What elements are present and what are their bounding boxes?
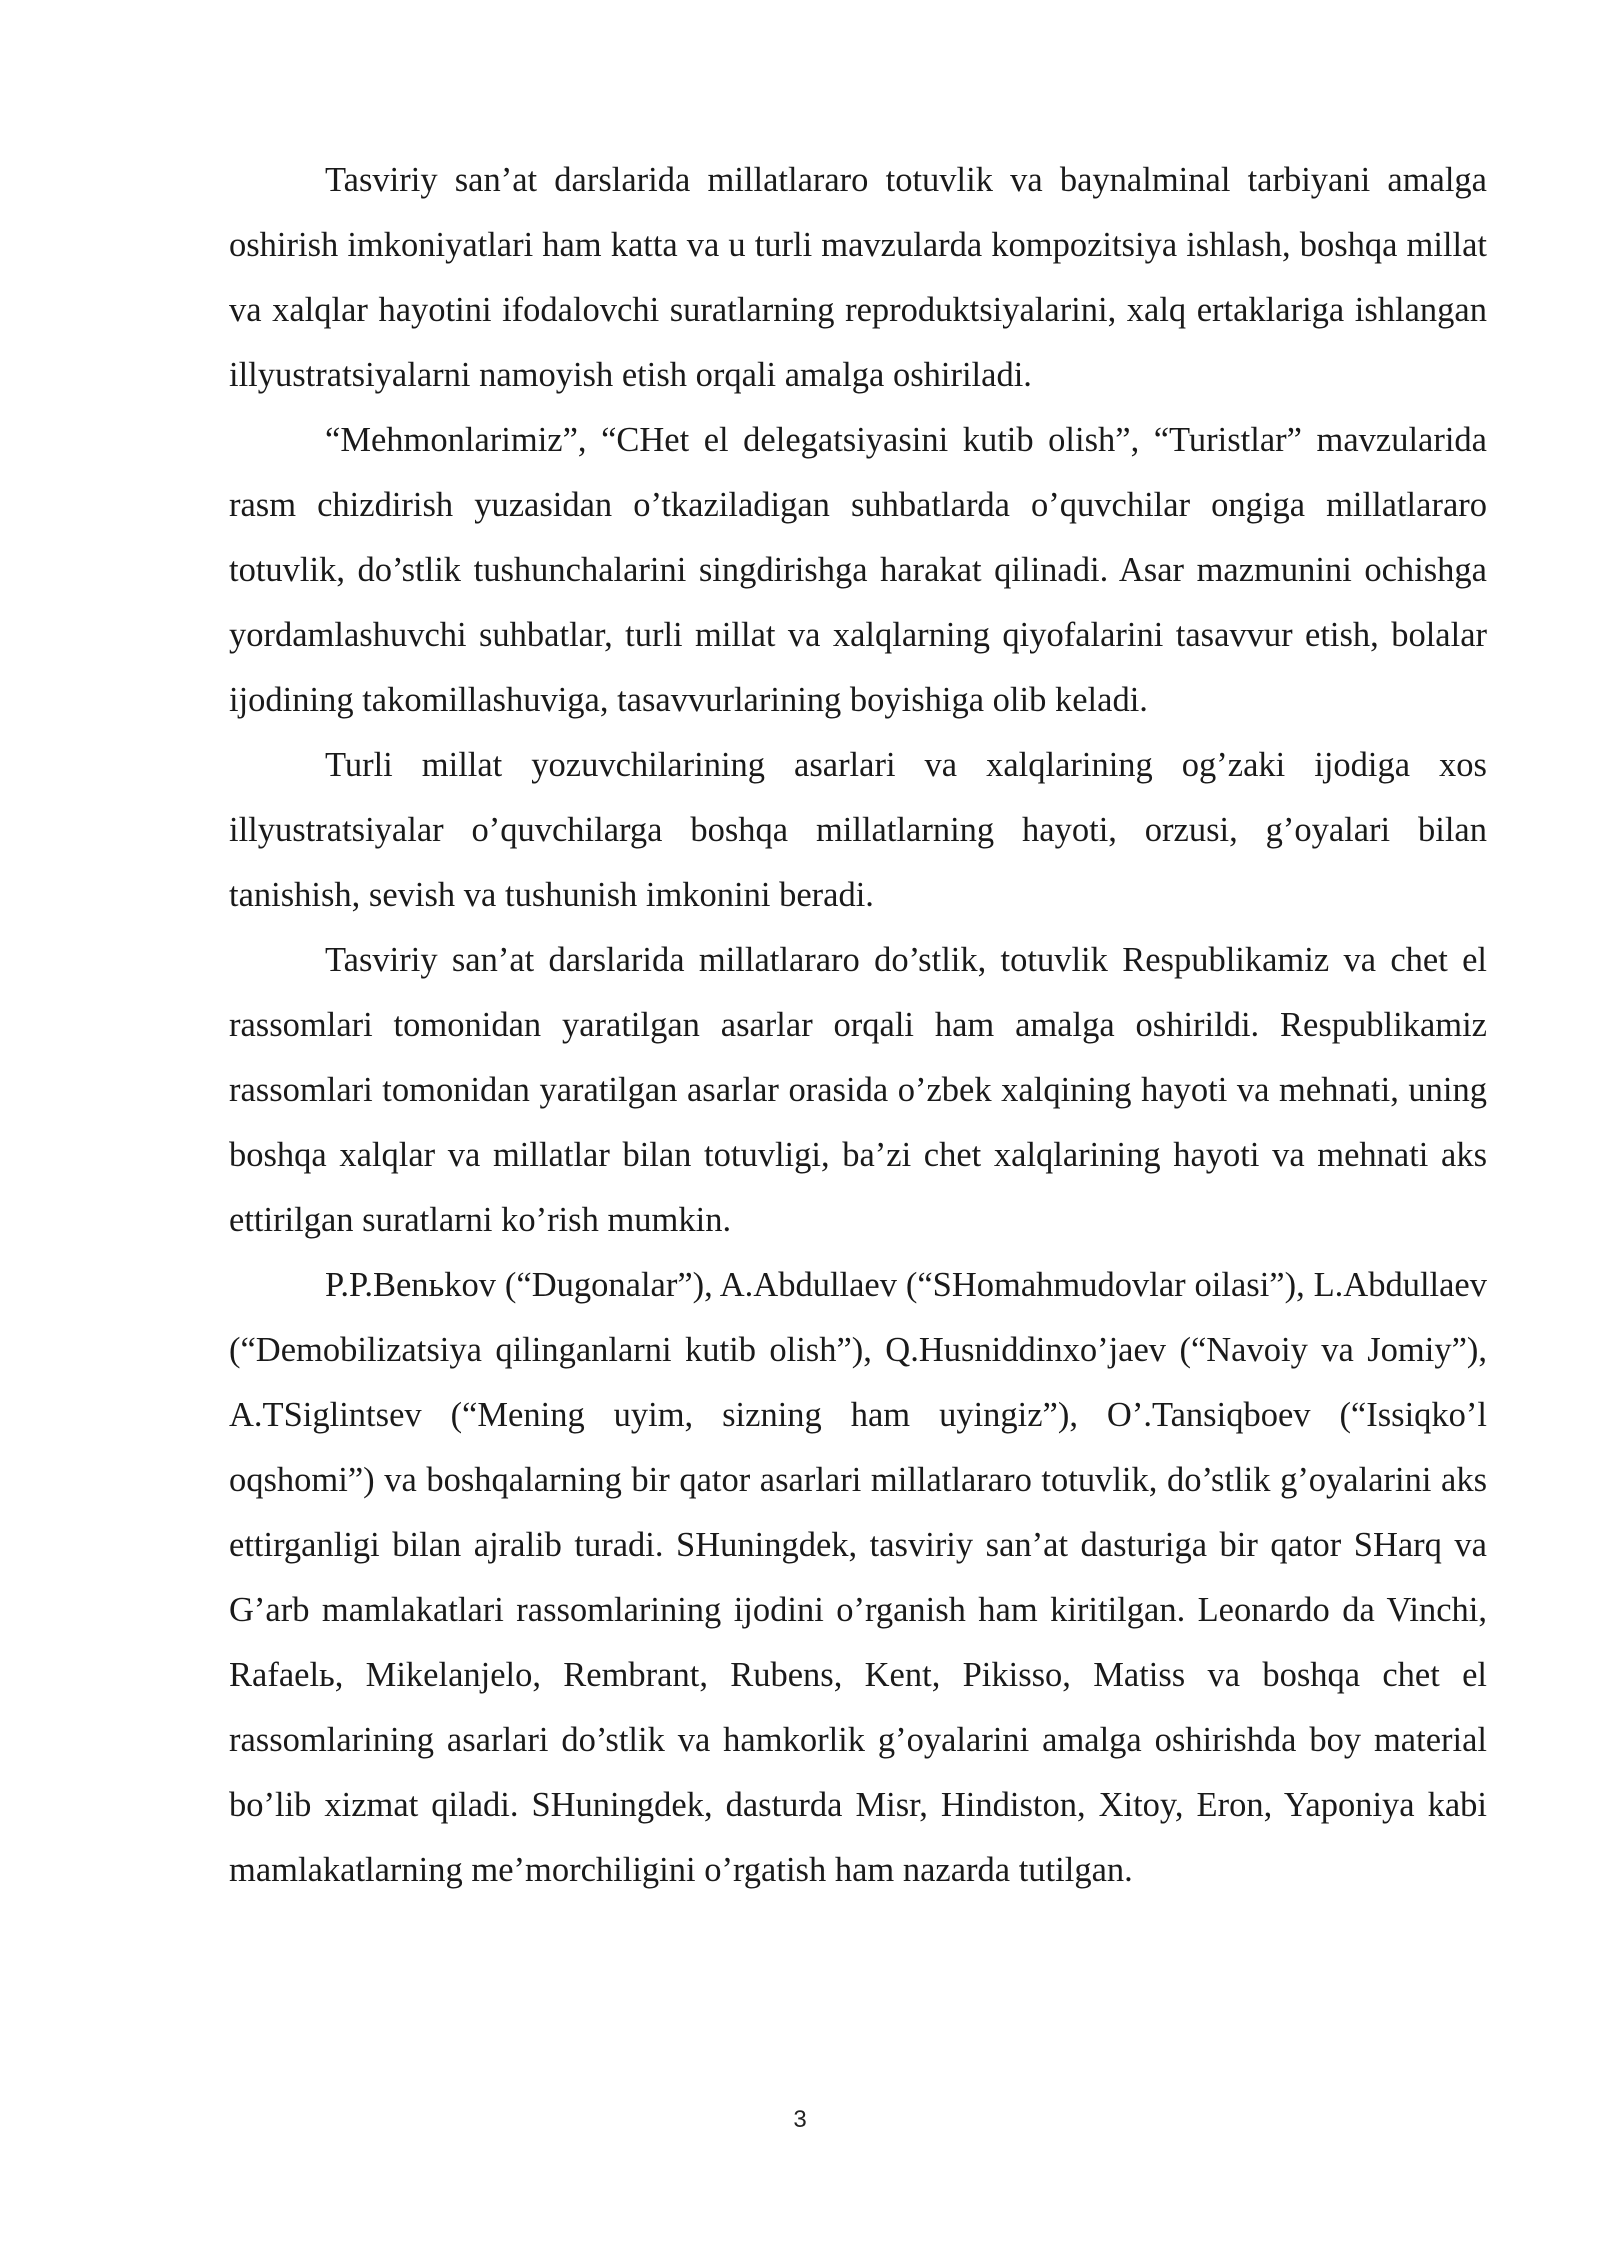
page-number: 3 xyxy=(793,2106,807,2133)
paragraph: Tasviriy san’at darslarida millatlararo totuvlik va baynalminal tarbiyani amalga oshirish imkoniyatlari ham katta va u turli mavzularda kompozitsiya ishlash, boshqa millat va xalqlar hayotini ifodalovchi suratlarning reproduktsiyalarini, xalq ertaklariga ishlangan illyustratsiyalarni namoyish etish orqali amalga oshiriladi. xyxy=(229,161,1487,394)
paragraph: Turli millat yozuvchilarining asarlari va xalqlarining og’zaki ijodiga xos illyustratsiyalar o’quvchilarga boshqa millatlarning hayoti, orzusi, g’oyalari bilan tanishish, sevish va tushunish imkonini beradi. xyxy=(229,746,1487,914)
body-text xyxy=(229,148,1487,1903)
paragraph: “Mehmonlarimiz”, “CHet el delegatsiyasini kutib olish”, “Turistlar” mavzularida rasm chizdirish yuzasidan o’tkaziladigan suhbatlarda o’quvchilar ongiga millatlararo totuvlik, do’stlik tushunchalarini singdirishga harakat qilinadi. Asar mazmunini ochishga yordamlashuvchi suhbatlar, turli millat va xalqlarning qiyofalarini tasavvur etish, bolalar ijodining takomillashuviga, tasavvurlarining boyishiga olib keladi. xyxy=(229,421,1487,719)
paragraph: P.P.Benьkov (“Dugonalar”), A.Abdullaev (“SHomahmudovlar oilasi”), L.Abdullaev (“Demobilizatsiya qilinganlarni kutib olish”), Q.Husniddinxo’jaev (“Navoiy va Jomiy”), A.TSiglintsev (“Mening uyim, sizning ham uyingiz”), O’.Tansiqboev (“Issiqko’l oqshomi”) va boshqalarning bir qator asarlari millatlararo totuvlik, do’stlik g’oyalarini aks ettirganligi bilan ajralib turadi. SHuningdek, tasviriy san’at dasturiga bir qator SHarq va G’arb mamlakatlari rassomlarining ijodini o’rganish ham kiritilgan. Leonardo da Vinchi, Rafaelь, Mikelanjelo, Rembrant, Rubens, Kent, Pikisso, Matiss va boshqa chet el rassomlarining asarlari do’stlik va hamkorlik g’oyalarini amalga oshirishda boy material bo’lib xizmat qiladi. SHuningdek, dasturda Misr, Hindiston, Xitoy, Eron, Yaponiya kabi mamlakatlarning me’morchiligini o’rgatish ham nazarda tutilgan. xyxy=(229,1266,1487,1889)
paragraph: Tasviriy san’at darslarida millatlararo do’stlik, totuvlik Respublikamiz va chet el rassomlari tomonidan yaratilgan asarlar orqali ham amalga oshirildi. Respublikamiz rassomlari tomonidan yaratilgan asarlar orasida o’zbek xalqining hayoti va mehnati, uning boshqa xalqlar va millatlar bilan totuvligi, ba’zi chet xalqlarining hayoti va mehnati aks ettirilgan suratlarni ko’rish mumkin. xyxy=(229,941,1487,1239)
